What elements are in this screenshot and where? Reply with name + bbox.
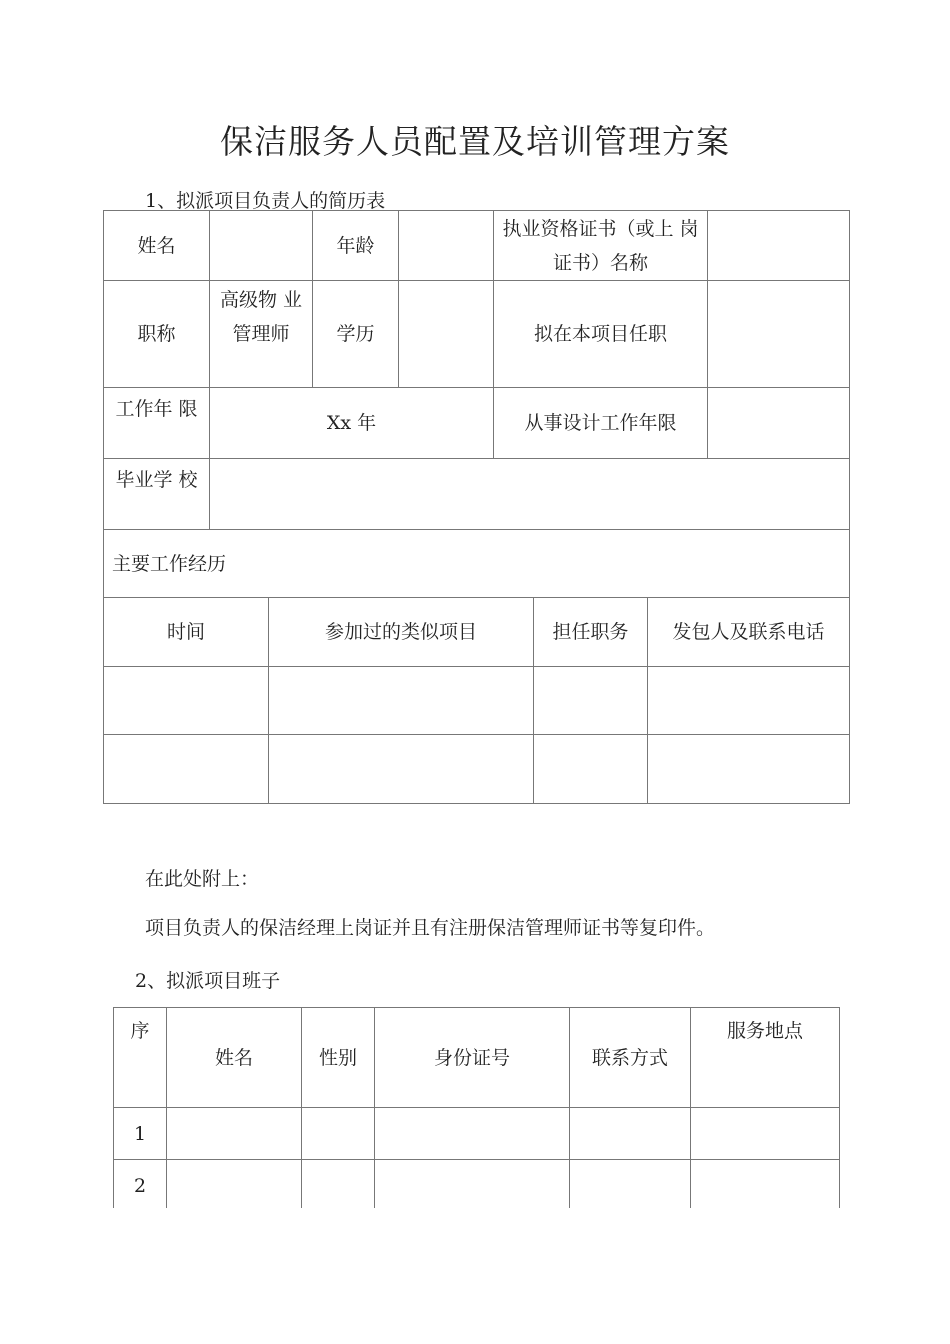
section2-heading: 2、拟派项目班子 [135, 970, 281, 992]
cert-label: 执业资格证书（或上 岗证书）名称 [494, 211, 708, 281]
team-header-index: 序 [114, 1008, 167, 1108]
table-cell [375, 1108, 570, 1160]
team-header-name: 姓名 [167, 1008, 302, 1108]
table-cell [167, 1160, 302, 1209]
table-cell [691, 1160, 840, 1209]
exp-header-project: 参加过的类似项目 [269, 598, 534, 667]
exp-header-position: 担任职务 [534, 598, 648, 667]
table-cell [167, 1108, 302, 1160]
team-table [113, 1007, 840, 1208]
role-label: 拟在本项目任职 [494, 281, 708, 388]
education-label: 学历 [313, 281, 399, 388]
years-value: Xx 年 [210, 388, 494, 459]
table-cell [691, 1108, 840, 1160]
attach-line2: 项目负责人的保洁经理上岗证并且有注册保洁管理师证书等复印件。 [145, 917, 716, 939]
table-cell [302, 1160, 375, 1209]
table-cell [302, 1108, 375, 1160]
team-row-index: 1 [114, 1108, 167, 1160]
years-label: 工作年 限 [104, 388, 210, 459]
title-value: 高级物 业管理师 [210, 281, 313, 388]
team-header-gender: 性别 [302, 1008, 375, 1108]
age-label: 年龄 [313, 211, 399, 281]
title-label: 职称 [104, 281, 210, 388]
page-title: 保洁服务人员配置及培训管理方案 [220, 122, 730, 161]
exp-header-contact: 发包人及联系电话 [648, 598, 850, 667]
exp-header-time: 时间 [104, 598, 269, 667]
attach-line1: 在此处附上： [145, 868, 260, 890]
table-cell [570, 1108, 691, 1160]
table-cell [570, 1160, 691, 1209]
team-header-location: 服务地点 [691, 1008, 840, 1108]
team-row-index: 2 [114, 1160, 167, 1209]
school-label: 毕业学 校 [104, 459, 210, 530]
team-header-contact: 联系方式 [570, 1008, 691, 1108]
experience-label: 主要工作经历 [104, 530, 850, 598]
table-cell [375, 1160, 570, 1209]
team-header-id: 身份证号 [375, 1008, 570, 1108]
name-label: 姓名 [104, 211, 210, 281]
design-years-label: 从事设计工作年限 [494, 388, 708, 459]
section1-heading: 1、拟派项目负责人的简历表 [145, 190, 386, 212]
